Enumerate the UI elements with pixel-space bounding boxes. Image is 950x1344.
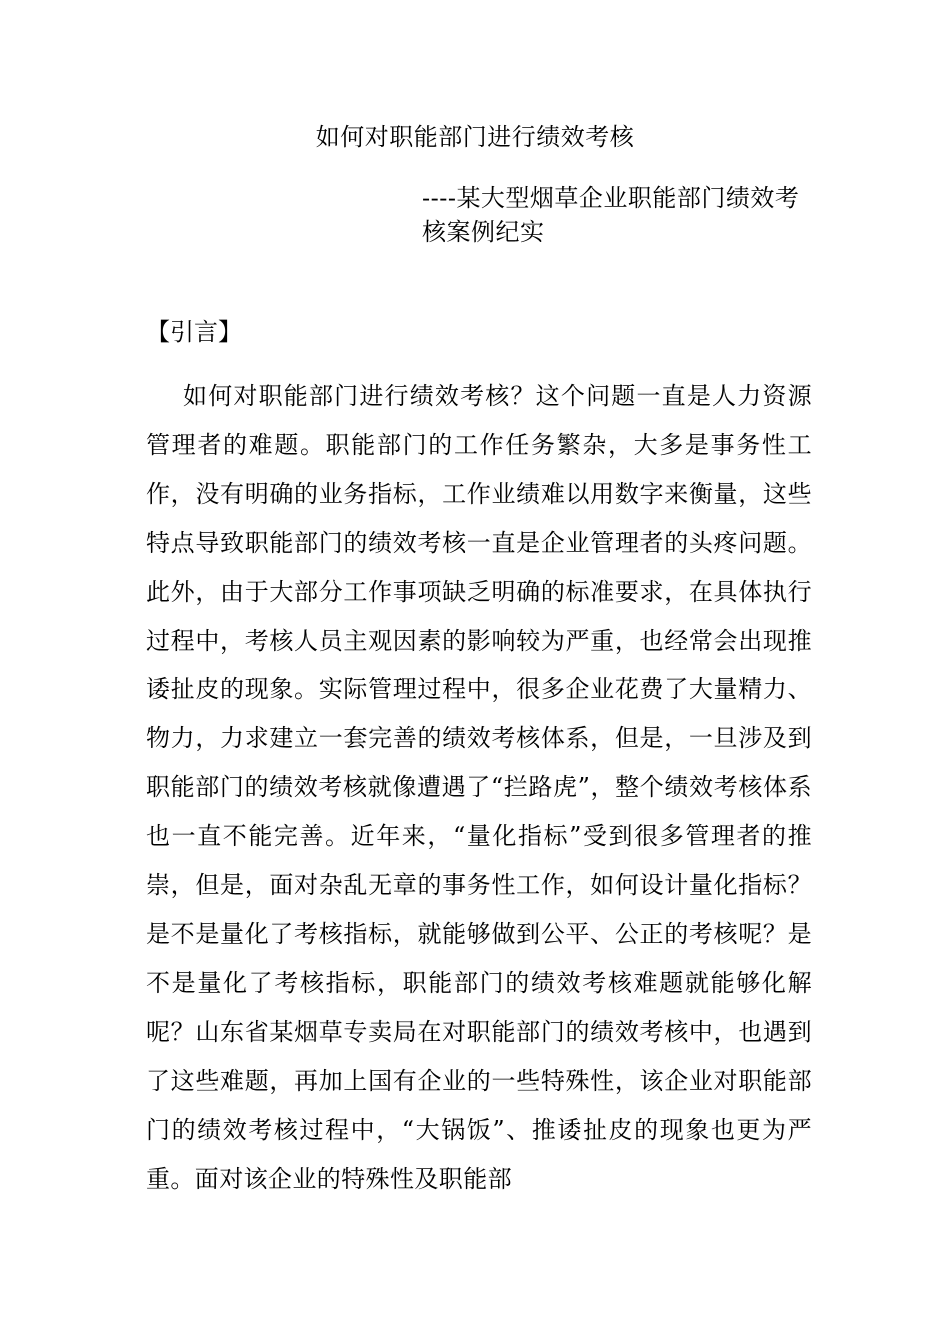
- body-paragraph: 如何对职能部门进行绩效考核？这个问题一直是人力资源管理者的难题。职能部门的工作任务繁杂，大多是事务性工作，没有明确的业务指标，工作业绩难以用数字来衡量，这些特点导致职能部门的绩效考核一直是企业管理者的头疼问题。此外，由于大部分工作事项缺乏明确的标准要求，在具体执行过程中，考核人员主观因素的影响较为严重，也经常会出现推诿扯皮的现象。实际管理过程中，很多企业花费了大量精力、物力，力求建立一套完善的绩效考核体系，但是，一旦涉及到职能部门的绩效考核就像遭遇了“拦路虎”，整个绩效考核体系也一直不能完善。近年来，“量化指标”受到很多管理者的推崇，但是，面对杂乱无章的事务性工作，如何设计量化指标？是不是量化了考核指标，就能够做到公平、公正的考核呢？是不是量化了考核指标，职能部门的绩效考核难题就能够化解呢？山东省某烟草专卖局在对职能部门的绩效考核中，也遇到了这些难题，再加上国有企业的一些特殊性，该企业对职能部门的绩效考核过程中，“大锅饭”、推诿扯皮的现象也更为严重。面对该企业的特殊性及职能部: [146, 382, 812, 1193]
- document-subtitle: ----某大型烟草企业职能部门绩效考核案例纪实: [422, 184, 800, 246]
- section-heading: 【引言】: [146, 318, 242, 346]
- document-title: 如何对职能部门进行绩效考核: [315, 123, 635, 151]
